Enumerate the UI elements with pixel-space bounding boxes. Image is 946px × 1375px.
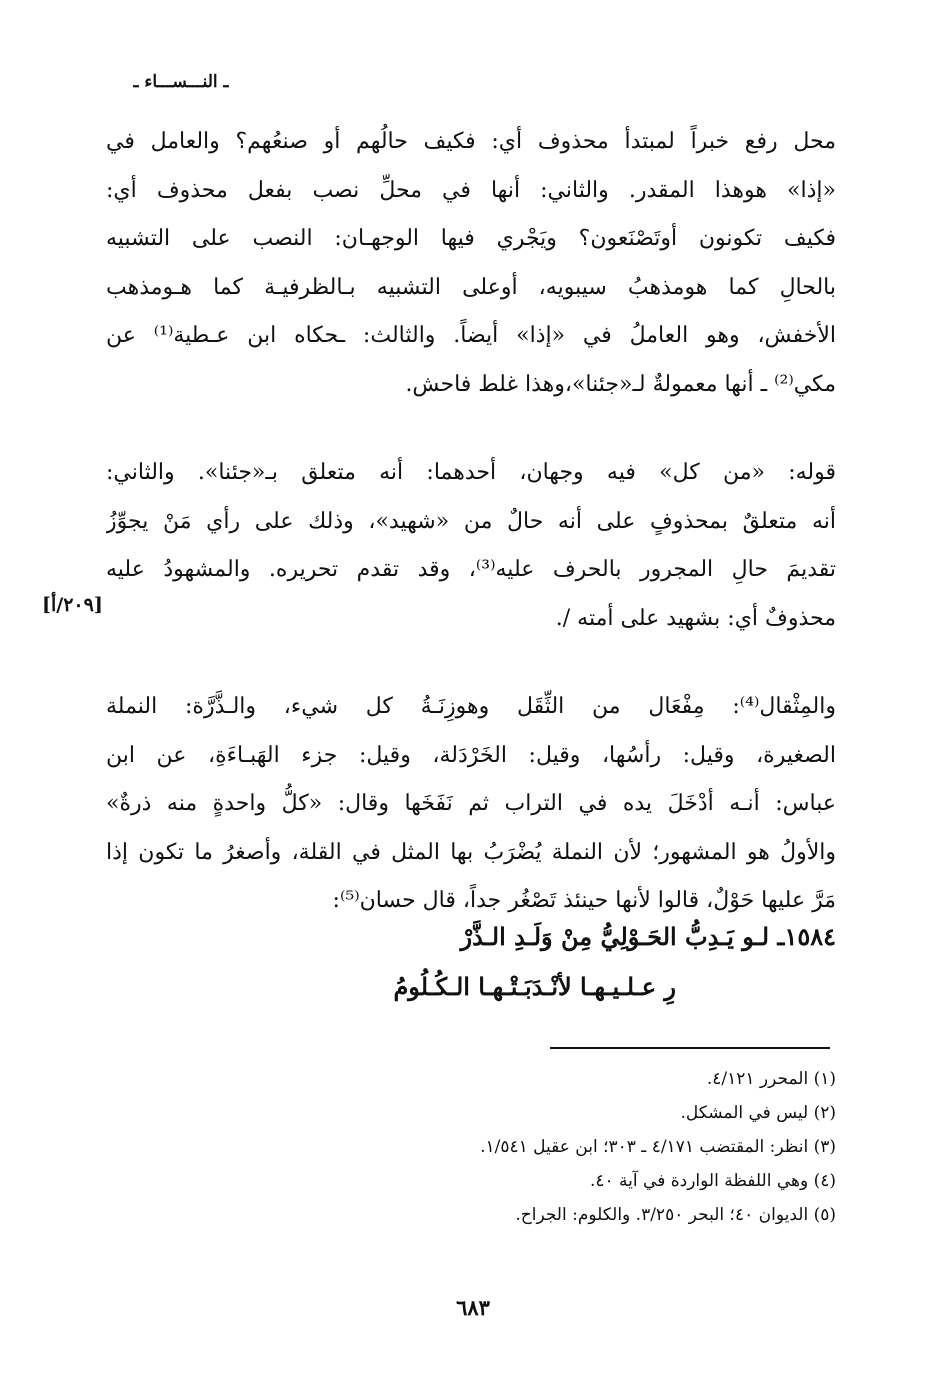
paragraph-2 <box>106 449 836 643</box>
footnote-item: (٤) وهي اللفظة الواردة في آية ٤٠. <box>589 1171 836 1191</box>
text-line: عباس: أنـه أدْخَلَ يده في التراب ثم نَفَخَها وقال: «كلُّ واحدةٍ منه ذرةٌ» <box>106 791 836 816</box>
footnote-divider <box>550 1047 830 1049</box>
footnote-item: (٢) ليس في المشكل. <box>680 1103 836 1123</box>
text-line: فكيف تكونون أوتَصْنَعون؟ ويَجْري فيها الوجهـان: النصب على التشبيه <box>106 226 836 251</box>
poetry-verse <box>106 912 836 1012</box>
text-line: محل رفع خبراً لمبتدأ محذوف أي: فكيف حالُهم أو صنعُهم؟ والعامل في <box>106 129 836 154</box>
page-number: ٦٨٣ <box>456 1295 490 1320</box>
text-line: والمِثْقال⁽⁴⁾: مِفْعَال من الثِّقَل وهوزِنَـةُ كل شيء، والـذَّرَّة: النملة <box>106 694 836 719</box>
paragraph-3 <box>106 683 836 926</box>
text-line: أنه متعلقٌ بمحذوفٍ على أنه حالٌ من «شهيد»، وذلك على رأي مَنْ يجوِّزُ <box>106 508 836 534</box>
text-line: تقديمَ حالِ المجرور بالحرف عليه⁽³⁾، وقد تقدم تحريره. والمشهودُ عليه <box>106 557 836 582</box>
text-line: مكي⁽²⁾ ـ أنها معمولةٌ لـ«جئنا»،وهذا غلط فاحش. <box>405 371 836 397</box>
text-line: الأخفش، وهو العاملُ في «إذا» أيضاً. والثالث: ـحكاه ابن عـطية⁽¹⁾ عن <box>106 323 836 348</box>
footnote-item: (١) المحرر ٤/١٢١. <box>706 1069 836 1089</box>
text-line: بالحالِ كما هومذهبُ سيبويه، أوعلى التشبيه بـالظرفيـة كما هـومذهب <box>106 274 836 300</box>
text-line: مَرَّ عليها حَوْلٌ، قالوا لأنها حينئذ تَصْغُر جداً، قال حسان⁽⁵⁾: <box>332 888 836 913</box>
manuscript-folio-marker: [٢٠٩/أ] <box>42 594 103 616</box>
running-header: ـ النـــســـاء ـ <box>133 72 229 92</box>
text-line: محذوفٌ أي: بشهيد على أمته /. <box>555 605 836 631</box>
verse-line-1: ١٥٨٤ـ لـو يَـدِبُّ الحَـوْلِيُّ مِنْ وَلَـدِ الـذَّرْ <box>460 922 836 951</box>
main-text <box>106 118 836 926</box>
text-line: الصغيرة، وقيل: رأسُها، وقيل: الخَرْدَلة، وقيل: جزء الهَبـاءَةِ، عن ابن <box>106 742 836 768</box>
text-line: قوله: «من كل» فيه وجهان، أحدهما: أنه متعلق بـ«جئنا». والثاني: <box>106 460 836 485</box>
footnote-item: (٥) الديوان ٤٠؛ البحر ٣/٢٥٠. والكلوم: الجراح. <box>515 1205 836 1225</box>
footnote-item: (٣) انظر: المقتضب ٤/١٧١ ـ ٣٠٣؛ ابن عقيل ١/٥٤١. <box>480 1137 836 1157</box>
paragraph-1 <box>106 118 836 409</box>
text-line: «إذا» هوهذا المقدر. والثاني: أنها في محلِّ نصب بفعل محذوف أي: <box>106 177 836 203</box>
verse-line-2: رِ عـلـيـهـا لأنْـدَبَـتْـهـا الـكُـلُومُ <box>393 972 676 1001</box>
footnotes <box>106 1062 836 1232</box>
text-line: والأولُ هو المشهور؛ لأن النملة يُضْرَبُ بها المثل في القلة، وأصغرُ ما تكون إذا <box>106 839 836 865</box>
